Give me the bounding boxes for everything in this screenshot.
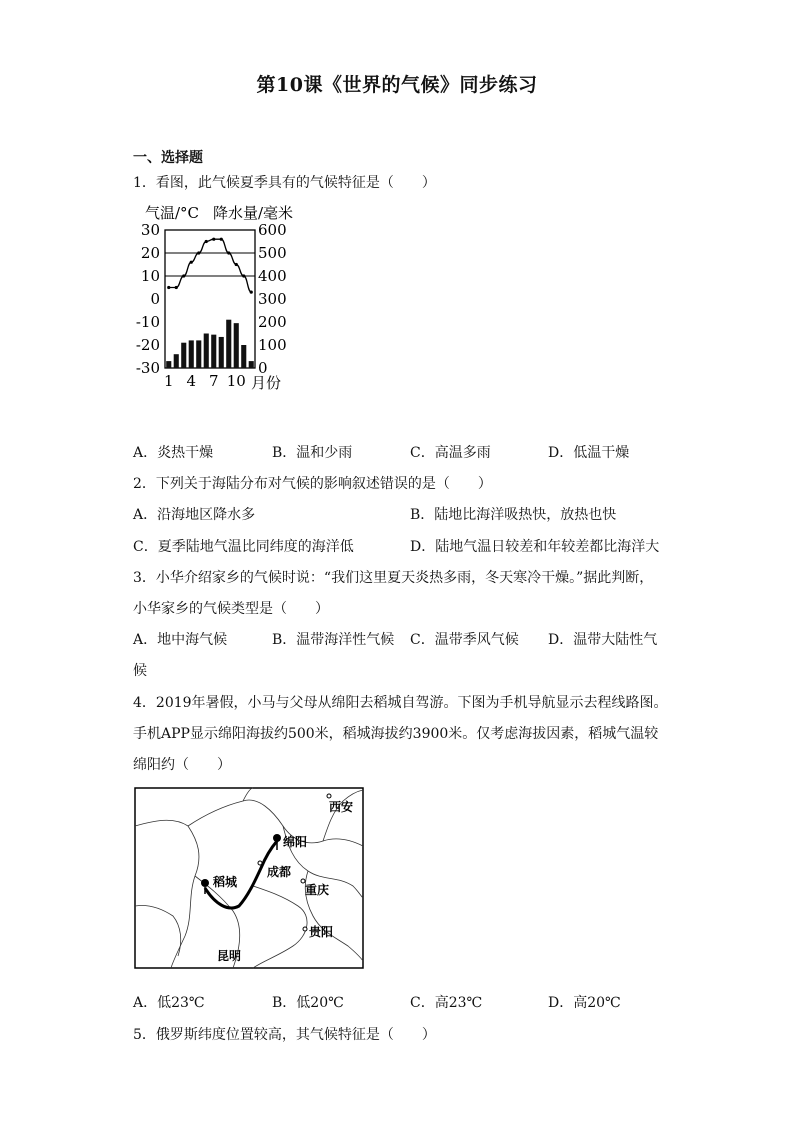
q2-stem: 2．下列关于海陆分布对气候的影响叙述错误的是（ ） bbox=[133, 476, 492, 492]
x-tick-label: 1 bbox=[163, 372, 174, 390]
left-tick-label: 20 bbox=[140, 244, 160, 262]
q3-stem-line2: 小华家乡的气候类型是（ ） bbox=[133, 601, 329, 617]
route-map bbox=[133, 786, 365, 972]
left-tick-label: 30 bbox=[140, 221, 160, 239]
q3-stem-line1: 3．小华介绍家乡的气候时说：“我们这里夏天炎热多雨，冬天寒冷干燥。”据此判断， bbox=[133, 570, 654, 586]
q2-option-a[interactable]: A．沿海地区降水多 bbox=[133, 507, 256, 523]
right-tick-label: 500 bbox=[258, 244, 287, 262]
q3-option-b[interactable]: B．温带海洋性气候 bbox=[272, 632, 395, 648]
q3-option-c[interactable]: C．温带季风气候 bbox=[410, 632, 519, 648]
q3-option-d[interactable]: D．温带大陆性气 bbox=[548, 632, 658, 648]
map-label-kunming: 昆明 bbox=[217, 949, 242, 963]
precipitation-bars bbox=[166, 320, 254, 368]
precip-bar bbox=[166, 361, 171, 368]
page-title: 第10课《世界的气候》同步练习 bbox=[256, 74, 538, 96]
q4-stem-line1: 4．2019年暑假，小马与父母从绵阳去稻城自驾游。下图为手机导航显示去程线路图。 bbox=[133, 695, 668, 711]
map-label-guiyang: 贵阳 bbox=[309, 925, 334, 939]
q1-stem: 1．看图，此气候夏季具有的气候特征是（ ） bbox=[133, 175, 436, 191]
right-tick-label: 100 bbox=[258, 336, 287, 354]
precip-bar bbox=[219, 337, 224, 368]
precip-bar bbox=[174, 354, 179, 368]
q1-option-b[interactable]: B．温和少雨 bbox=[272, 445, 353, 461]
q4-option-b[interactable]: B．低20℃ bbox=[272, 995, 344, 1011]
x-tick-label: 4 bbox=[186, 372, 197, 390]
temperature-points bbox=[167, 238, 253, 294]
temp-point bbox=[167, 286, 170, 289]
x-tick-label: 10 bbox=[226, 372, 246, 390]
temp-point bbox=[227, 251, 230, 254]
map-label-chongqing: 重庆 bbox=[305, 883, 330, 897]
q1-option-c[interactable]: C．高温多雨 bbox=[410, 445, 491, 461]
q3-option-a[interactable]: A．地中海气候 bbox=[133, 632, 228, 648]
x-axis-unit: 月份 bbox=[251, 374, 282, 392]
x-axis-ticks bbox=[164, 372, 246, 390]
right-tick-label: 0 bbox=[258, 359, 268, 377]
chart-left-header: 气温/°C bbox=[145, 204, 200, 222]
left-tick-label: 0 bbox=[150, 290, 160, 308]
map-label-xian: 西安 bbox=[329, 800, 354, 814]
guiyang-dot-icon bbox=[303, 927, 307, 931]
precip-bar bbox=[226, 320, 231, 368]
q1-option-d[interactable]: D．低温干燥 bbox=[548, 445, 630, 461]
temp-point bbox=[250, 291, 253, 294]
x-tick-label: 7 bbox=[208, 372, 219, 390]
q2-option-d[interactable]: D．陆地气温日较差和年较差都比海洋大 bbox=[410, 539, 660, 555]
right-tick-label: 200 bbox=[258, 313, 287, 331]
q4-stem-line3: 绵阳约（ ） bbox=[133, 757, 231, 773]
precip-bar bbox=[204, 334, 209, 369]
q2-option-b[interactable]: B．陆地比海洋吸热快，放热也快 bbox=[410, 507, 617, 523]
left-tick-label: 10 bbox=[140, 267, 160, 285]
right-tick-label: 400 bbox=[258, 267, 287, 285]
right-axis-ticks bbox=[258, 221, 287, 377]
q4-option-a[interactable]: A．低23℃ bbox=[133, 995, 205, 1011]
left-tick-label: -10 bbox=[135, 313, 160, 331]
temp-point bbox=[175, 286, 178, 289]
temp-point bbox=[220, 238, 223, 241]
precip-bar bbox=[181, 343, 186, 368]
q2-option-c[interactable]: C．夏季陆地气温比同纬度的海洋低 bbox=[133, 539, 354, 555]
temp-point bbox=[190, 261, 193, 264]
temp-point bbox=[242, 274, 245, 277]
precip-bar bbox=[241, 345, 246, 368]
temp-point bbox=[182, 274, 185, 277]
q4-option-d[interactable]: D．高20℃ bbox=[548, 995, 621, 1011]
climate-chart bbox=[133, 198, 303, 398]
q3-option-d-wrap: 候 bbox=[133, 663, 147, 679]
precip-bar bbox=[189, 340, 194, 368]
temp-point bbox=[197, 251, 200, 254]
temp-point bbox=[205, 240, 208, 243]
chengdu-dot-icon bbox=[258, 861, 262, 865]
map-label-daocheng: 稻城 bbox=[213, 875, 238, 889]
precip-bar bbox=[234, 323, 239, 368]
precip-bar bbox=[196, 340, 201, 368]
precip-bar bbox=[211, 335, 216, 368]
right-tick-label: 600 bbox=[258, 221, 287, 239]
left-tick-label: -20 bbox=[135, 336, 160, 354]
xian-dot-icon bbox=[327, 794, 331, 798]
section-heading: 一、选择题 bbox=[133, 150, 203, 166]
q5-stem: 5．俄罗斯纬度位置较高，其气候特征是（ ） bbox=[133, 1027, 436, 1043]
right-tick-label: 300 bbox=[258, 290, 287, 308]
temp-point bbox=[235, 263, 238, 266]
q4-option-c[interactable]: C．高23℃ bbox=[410, 995, 483, 1011]
q4-stem-line2: 手机APP显示绵阳海拔约500米，稻城海拔约3900米。仅考虑海拔因素，稻城气温较 bbox=[133, 726, 659, 742]
chart-right-header: 降水量/毫米 bbox=[213, 204, 294, 222]
q1-option-a[interactable]: A．炎热干燥 bbox=[133, 445, 214, 461]
left-tick-label: -30 bbox=[135, 359, 160, 377]
precip-bar bbox=[249, 361, 254, 368]
temp-point bbox=[212, 238, 215, 241]
map-label-chengdu: 成都 bbox=[267, 865, 292, 879]
map-label-mianyang: 绵阳 bbox=[283, 835, 308, 849]
temperature-line bbox=[169, 239, 252, 292]
left-axis-ticks bbox=[136, 221, 160, 377]
